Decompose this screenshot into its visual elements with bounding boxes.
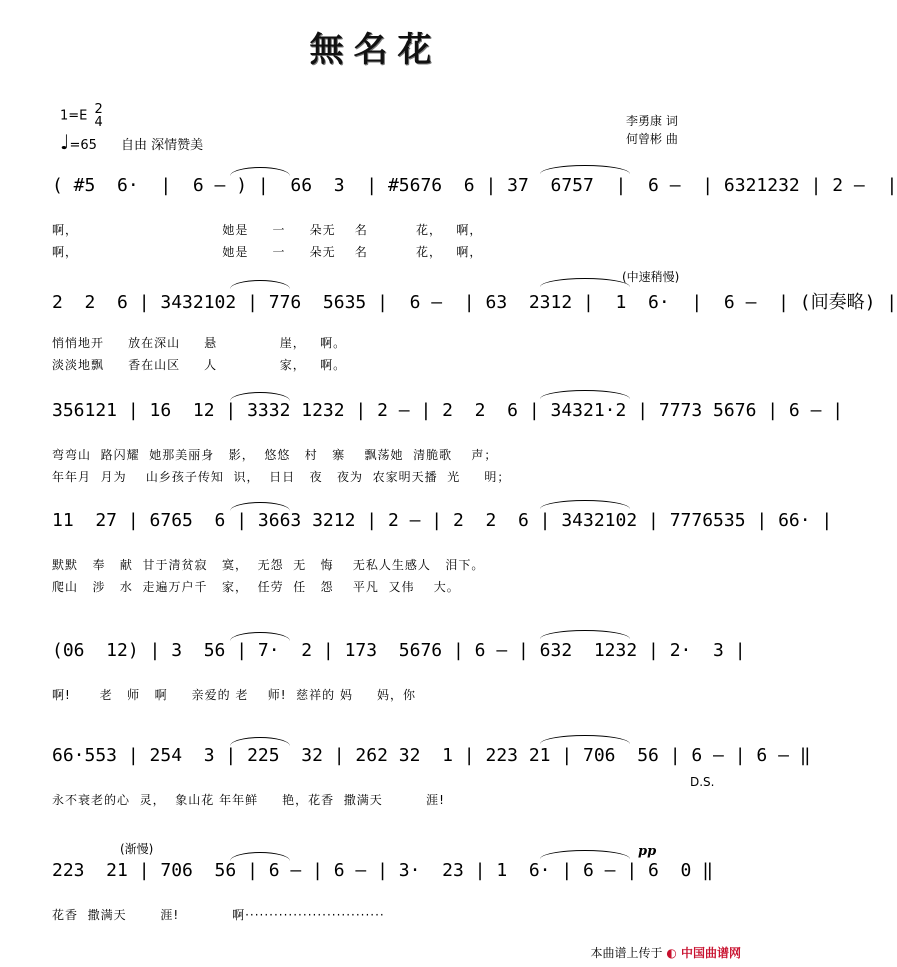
- slur-mark: [540, 630, 630, 639]
- notation-row: 66·553 | 254 3 | 225 32 | 262 32 1 | 223 21 | 706 56 | 6 – | 6 – ‖: [52, 745, 811, 766]
- site-name: 中国曲谱网: [680, 946, 741, 960]
- dal-segno-mark: D.S.: [690, 775, 715, 789]
- quarter-note-icon: ♩: [60, 130, 70, 154]
- lyricist-credit: 李勇康 词: [626, 114, 678, 128]
- lyric-verse-1: 永不衰老的心 灵， 象山花 年年鲜 艳，花香 撒满天 涯!: [52, 793, 445, 807]
- lyric-verse-1: 默默 奉 献 甘于清贫寂 寞， 无怨 无 悔 无私人生感人 泪下。: [52, 558, 485, 572]
- slur-mark: [540, 735, 630, 744]
- notation-row: 2 2 6 | 3432102 | 776 5635 | 6 – | 63 2312 | 1 6· | 6 – | (间奏略) |: [52, 292, 897, 313]
- slur-mark: [230, 392, 290, 401]
- page-title: 無名花: [309, 30, 442, 70]
- slur-mark: [540, 500, 630, 509]
- site-logo: ◐ 中国曲谱网: [666, 946, 741, 960]
- slur-mark: [230, 167, 290, 176]
- lyric-verse-1: 啊， 她是 一 朵无 名 花， 啊，: [52, 223, 483, 237]
- upload-text: 本曲谱上传于: [590, 946, 663, 960]
- slur-mark: [540, 278, 630, 287]
- time-numerator: 2: [94, 102, 103, 117]
- time-denominator: 4: [94, 115, 103, 130]
- notation-row: ( #5 6· | 6 – ) | 66 3 | #5676 6 | 37 6757 | 6 – | 6321232 | 2 – |: [52, 175, 897, 196]
- notation-row: (06 12) | 3 56 | 7· 2 | 173 5676 | 6 – | 632 1232 | 2· 3 |: [52, 640, 746, 661]
- slur-mark: [540, 390, 630, 399]
- composer-credit: 何曾彬 曲: [626, 132, 678, 146]
- slur-mark: [230, 280, 290, 289]
- slur-mark: [230, 852, 290, 861]
- tempo-change-mark: (中速稍慢): [622, 270, 680, 284]
- time-signature: [95, 103, 103, 129]
- slur-mark: [230, 502, 290, 511]
- lyric-verse-1: 悄悄地开 放在深山 悬 崖， 啊。: [52, 336, 347, 350]
- slur-mark: [230, 737, 290, 746]
- lyric-verse-1: 弯弯山 路闪耀 她那美丽身 影， 悠悠 村 寨 飘荡她 清脆歌 声；: [52, 448, 498, 462]
- notation-row: 223 21 | 706 56 | 6 – | 6 – | 3· 23 | 1 6· | 6 – | 6 0 ‖: [52, 860, 714, 881]
- notation-row: 11 27 | 6765 6 | 3663 3212 | 2 – | 2 2 6 | 3432102 | 7776535 | 66· |: [52, 510, 833, 531]
- lyric-verse-1: 啊! 老 师 啊 亲爱的 老 师! 慈祥的 妈 妈，你: [52, 688, 417, 702]
- expression-mark: 自由 深情赞美: [121, 138, 204, 153]
- slur-mark: [230, 632, 290, 641]
- dynamic-mark: pp: [638, 844, 657, 859]
- key-label: 1=E: [60, 108, 88, 124]
- lyric-verse-2: 爬山 涉 水 走遍万户千 家， 任劳 任 怨 平凡 又伟 大。: [52, 580, 460, 594]
- key-signature: [60, 103, 103, 129]
- slur-mark: [540, 165, 630, 174]
- lyric-verse-2: 淡淡地飘 香在山区 人 家， 啊。: [52, 358, 347, 372]
- notation-row: 356121 | 16 12 | 3332 1232 | 2 – | 2 2 6 | 34321·2 | 7773 5676 | 6 – |: [52, 400, 844, 421]
- tempo-marking: [60, 130, 203, 154]
- slur-mark: [540, 850, 630, 859]
- tempo-change-mark: (渐慢): [120, 842, 154, 856]
- lyric-verse-2: 啊， 她是 一 朵无 名 花， 啊，: [52, 245, 483, 259]
- tempo-value: =65: [69, 138, 97, 153]
- lyric-verse-1: 花香 撒满天 涯! 啊·····························: [52, 908, 385, 922]
- lyric-verse-2: 年年月 月为 山乡孩子传知 识， 日日 夜 夜为 农家明天播 光 明；: [52, 470, 511, 484]
- footer: [590, 944, 741, 961]
